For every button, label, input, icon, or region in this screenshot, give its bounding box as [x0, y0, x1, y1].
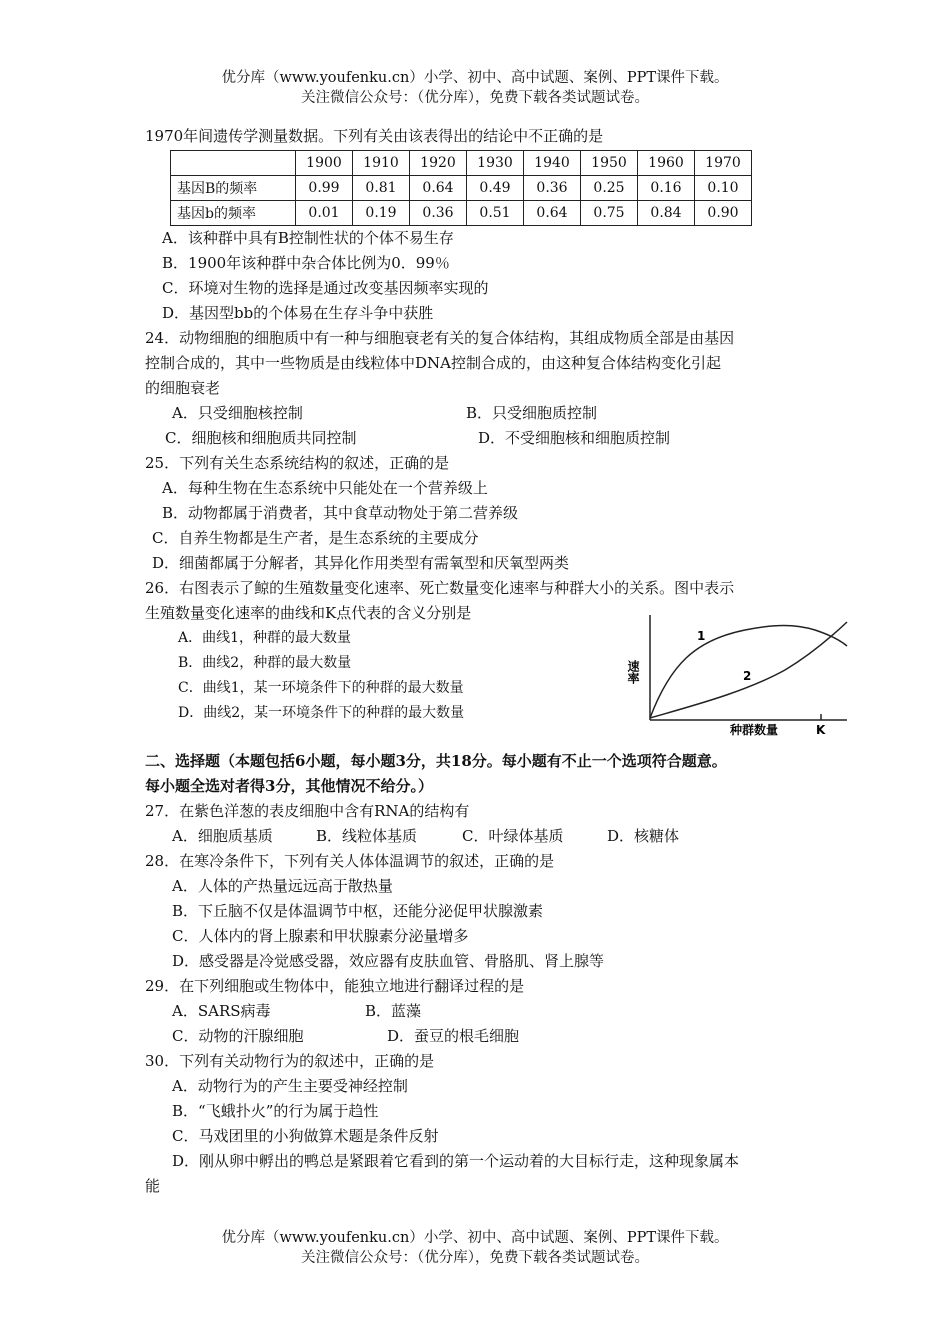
q23-option-c: C．环境对生物的选择是通过改变基因频率实现的	[162, 279, 489, 297]
table-row	[171, 201, 752, 226]
q25-stem: 25．下列有关生态系统结构的叙述，正确的是	[145, 454, 450, 472]
footer-line-2: 关注微信公众号：（优分库），免费下载各类试题试卷。	[301, 1250, 649, 1266]
year-cell: 1900	[296, 151, 353, 176]
table-cell: 0.19	[353, 201, 410, 226]
q30-option-c: C．马戏团里的小狗做算术题是条件反射	[172, 1127, 439, 1145]
table-cell: 0.81	[353, 176, 410, 201]
q26-line-1: 26．右图表示了鲸的生殖数量变化速率、死亡数量变化速率与种群大小的关系。图中表示	[145, 579, 735, 597]
q27-option-b: B．线粒体基质	[316, 827, 418, 845]
table-cell: 0.90	[695, 201, 752, 226]
table-cell: 0.84	[638, 201, 695, 226]
header-line-1: 优分库（www.youfenku.cn）小学、初中、高中试题、案例、PPT课件下载。	[221, 70, 729, 86]
year-cell: 1950	[581, 151, 638, 176]
q23-option-a: A．该种群中具有B控制性状的个体不易生存	[162, 229, 454, 247]
q30-option-a: A．动物行为的产生主要受神经控制	[172, 1077, 408, 1095]
q28-option-a: A．人体的产热量远远高于散热量	[172, 877, 393, 895]
q25-option-d: D．细菌都属于分解者，其异化作用类型有需氧型和厌氧型两类	[152, 554, 570, 572]
table-header-row	[171, 151, 752, 176]
section-2-line-1: 二、选择题（本题包括6小题，每小题3分，共18分。每小题有不止一个选项符合题意。	[145, 752, 727, 770]
q23-intro: 1970年间遗传学测量数据。下列有关由该表得出的结论中不正确的是	[145, 127, 604, 145]
table-cell: 0.36	[524, 176, 581, 201]
table-cell: 0.01	[296, 201, 353, 226]
q27-option-c: C．叶绿体基质	[462, 827, 564, 845]
curve-1-label: 1	[697, 629, 706, 643]
table-cell: 0.10	[695, 176, 752, 201]
row-label: 基因B的频率	[171, 176, 296, 201]
q26-line-2: 生殖数量变化速率的曲线和K点代表的含义分别是	[145, 604, 472, 622]
q25-option-b: B．动物都属于消费者，其中食草动物处于第二营养级	[162, 504, 519, 522]
section-2-line-2: 每小题全选对者得3分，其他情况不给分。）	[145, 777, 433, 795]
q29-option-a: A．SARS病毒	[172, 1002, 271, 1020]
q25-option-c: C．自养生物都是生产者，是生态系统的主要成分	[152, 529, 479, 547]
year-cell: 1970	[695, 151, 752, 176]
q24-line-3: 的细胞衰老	[145, 379, 221, 397]
q27-option-d: D．核糖体	[607, 827, 680, 845]
gene-frequency-table	[170, 150, 752, 226]
q30-option-d: D．刚从卵中孵出的鸭总是紧跟着它看到的第一个运动着的大目标行走，这种现象属本	[172, 1152, 740, 1170]
header-line-2: 关注微信公众号：（优分库），免费下载各类试题试卷。	[301, 90, 649, 106]
year-cell: 1930	[467, 151, 524, 176]
q24-option-d: D．不受细胞核和细胞质控制	[478, 429, 671, 447]
table-corner-cell	[171, 151, 296, 176]
q25-option-a: A．每种生物在生态系统中只能处在一个营养级上	[162, 479, 488, 497]
q24-line-1: 24．动物细胞的细胞质中有一种与细胞衰老有关的复合体结构，其组成物质全部是由基因	[145, 329, 735, 347]
q24-option-a: A．只受细胞核控制	[172, 404, 303, 422]
table-cell: 0.51	[467, 201, 524, 226]
q24-option-b: B．只受细胞质控制	[466, 404, 598, 422]
curve-2-label: 2	[743, 669, 752, 683]
year-cell: 1940	[524, 151, 581, 176]
q28-option-c: C．人体内的肾上腺素和甲状腺素分泌量增多	[172, 927, 469, 945]
q26-option-b: B．曲线2，种群的最大数量	[178, 655, 352, 671]
table-cell: 0.49	[467, 176, 524, 201]
table-cell: 0.64	[410, 176, 467, 201]
q28-stem: 28．在寒冷条件下，下列有关人体体温调节的叙述，正确的是	[145, 852, 555, 870]
year-cell: 1960	[638, 151, 695, 176]
q29-option-c: C．动物的汗腺细胞	[172, 1027, 304, 1045]
q29-option-d: D．蚕豆的根毛细胞	[387, 1027, 520, 1045]
year-cell: 1920	[410, 151, 467, 176]
q26-option-c: C．曲线1，某一环境条件下的种群的最大数量	[178, 680, 464, 696]
q24-line-2: 控制合成的，其中一些物质是由线粒体中DNA控制合成的，由这种复合体结构变化引起	[145, 354, 721, 372]
table-cell: 0.75	[581, 201, 638, 226]
table-cell: 0.36	[410, 201, 467, 226]
q30-option-b: B．“飞蛾扑火”的行为属于趋性	[172, 1102, 379, 1120]
table-cell: 0.99	[296, 176, 353, 201]
table-cell: 0.64	[524, 201, 581, 226]
q28-option-b: B．下丘脑不仅是体温调节中枢，还能分泌促甲状腺激素	[172, 902, 544, 920]
q24-option-c: C．细胞核和细胞质共同控制	[165, 429, 357, 447]
q27-stem: 27．在紫色洋葱的表皮细胞中含有RNA的结构有	[145, 802, 470, 820]
q23-option-d: D．基因型bb的个体易在生存斗争中获胜	[162, 304, 434, 322]
table-cell: 0.16	[638, 176, 695, 201]
q26-option-a: A．曲线1，种群的最大数量	[178, 630, 352, 646]
q27-option-a: A．细胞质基质	[172, 827, 273, 845]
year-cell: 1910	[353, 151, 410, 176]
q29-option-b: B．蓝藻	[365, 1002, 422, 1020]
q26-option-d: D．曲线2，某一环境条件下的种群的最大数量	[178, 705, 465, 721]
footer-line-1: 优分库（www.youfenku.cn）小学、初中、高中试题、案例、PPT课件下载。	[221, 1230, 729, 1246]
k-marker-label: K	[816, 723, 826, 737]
y-axis-label: 速率	[626, 660, 640, 684]
q30-stem: 30．下列有关动物行为的叙述中，正确的是	[145, 1052, 435, 1070]
rate-vs-population-chart	[625, 610, 850, 738]
q30-continuation: 能	[145, 1177, 161, 1195]
q28-option-d: D．感受器是冷觉感受器，效应器有皮肤血管、骨胳肌、肾上腺等	[172, 952, 605, 970]
table-row	[171, 176, 752, 201]
q29-stem: 29．在下列细胞或生物体中，能独立地进行翻译过程的是	[145, 977, 525, 995]
q23-option-b: B．1900年该种群中杂合体比例为0．99％	[162, 254, 450, 272]
x-axis-label: 种群数量	[730, 723, 779, 737]
table-cell: 0.25	[581, 176, 638, 201]
row-label: 基因b的频率	[171, 201, 296, 226]
